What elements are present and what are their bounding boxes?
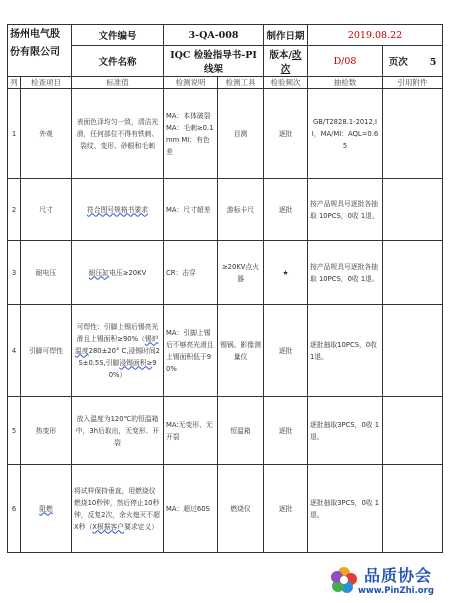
col-no: 列 (8, 77, 21, 89)
col-tool: 检测工具 (218, 77, 264, 89)
table-row: 3 耐电压 耐压缸电压≥20KV CR：击穿 ≥20KV点火器 ★ 按产品规具号逐批各抽取 10PCS，0收 1退。 (8, 241, 443, 305)
col-standard: 标准值 (72, 77, 164, 89)
table-row: 4 引脚可焊性 可焊性：引脚上锡后锡亮光滑且上锡面积≥90%（锡炉温度280±20° C,浸锡时间2S±0.5S,引脚浸锡面积≥90%） MA：引脚上锡后不够亮光滑且上锡面积低于90% 锡锅、影像测量仪 逐批 逐批抽取10PCS，0收 1退。 (8, 305, 443, 397)
inspection-table (7, 24, 443, 553)
col-item: 检查项目 (21, 77, 72, 89)
version-value: D/08 (308, 46, 383, 77)
star-icon: ★ (264, 241, 308, 305)
flower-logo-icon (330, 566, 358, 594)
pages-cell (383, 46, 443, 77)
table-row: 1 外观 表面色泽均匀一致，清洁光滑，任何部位不得有铁刺、裂纹、变形、砂眼和毛刺 MA：本体破裂 MA：毛刺≥0.1mm MI：有色差 目测 逐批 GB/T2828.1-2012,II，MA/MI：AQL=0.65 (8, 89, 443, 179)
watermark-url: www.PinZhi.org (358, 586, 434, 596)
inspection-sheet (7, 24, 442, 553)
doc-name-label: 文件名称 (72, 46, 164, 77)
doc-name: IQC 检验指导书-PI 线架 (164, 46, 264, 77)
date-value: 2019.08.22 (308, 25, 443, 46)
table-row: 6 阻燃 将试样保持垂直，用燃烧仪燃烧10秒钟，然后停止10秒钟，反复2次，余火熄灭不超X秒（X根据客户要求定义） MA：超过60S 燃烧仪 逐批 逐批抽取3PCS，0收 1退。 (8, 465, 443, 553)
table-row: 2 尺寸 符合图号规格书要求 MA：尺寸超差 游标卡尺 逐批 按产品规具号逐批各抽取 10PCS，0收 1退。 (8, 179, 443, 241)
watermark-logo (320, 562, 448, 602)
pages-value: 5 (429, 57, 437, 68)
col-freq: 检验频次 (264, 77, 308, 89)
table-row: 5 热变形 放入温度为120℃的恒温箱中，3h后取出，无变形、开裂 MA:无变形、无开裂 恒温箱 逐批 逐批抽取3PCS，0收 1退。 (8, 397, 443, 465)
col-sample: 抽检数 (308, 77, 383, 89)
company-name: 扬州电气股份有限公司 (8, 25, 72, 77)
date-label: 制作日期 (264, 25, 308, 46)
col-desc: 检测说明 (164, 77, 218, 89)
col-ref: 引用附件 (383, 77, 443, 89)
doc-no-label: 文件编号 (72, 25, 164, 46)
watermark-brand: 品质协会 (364, 566, 433, 585)
pages-label: 页次 (388, 57, 408, 68)
version-label: 版本/改次 (264, 46, 308, 77)
doc-no: 3-QA-008 (164, 25, 264, 46)
